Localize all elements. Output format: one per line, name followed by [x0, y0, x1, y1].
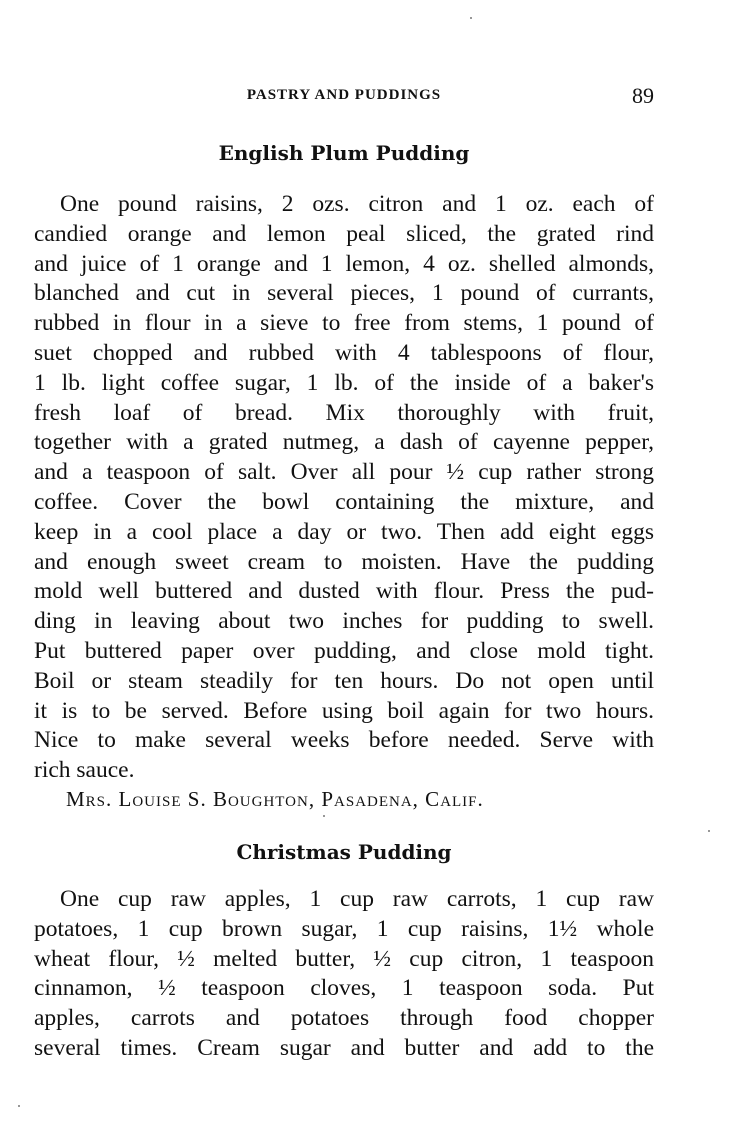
recipe-attribution: Mrs. Louise S. Boughton, Pasadena, Calif.: [66, 787, 484, 811]
body-line: ding in leaving about two inches for pudding to swell.: [34, 608, 654, 635]
body-line: potatoes, 1 cup brown sugar, 1 cup raisins, 1½ whole: [34, 915, 654, 942]
recipe-title-english-plum-pudding: English Plum Pudding: [218, 141, 470, 165]
body-line: and a teaspoon of salt. Over all pour ½ cup rather strong: [34, 459, 654, 486]
body-line: One cup raw apples, 1 cup raw carrots, 1 cup raw: [60, 886, 654, 912]
body-line: rich sauce.: [34, 757, 135, 784]
body-line: fresh loaf of bread. Mix thoroughly with fruit,: [34, 399, 654, 426]
recipe-body-christmas-pudding: [34, 885, 654, 1064]
running-title: PASTRY AND PUDDINGS: [246, 87, 442, 103]
body-line: 1 lb. light coffee sugar, 1 lb. of the inside of a baker's: [34, 369, 654, 396]
scan-speck: [708, 830, 710, 832]
body-line: suet chopped and rubbed with 4 tablespoons of flour,: [34, 339, 654, 366]
body-line: rubbed in flour in a sieve to free from stems, 1 pound of: [34, 310, 654, 337]
body-line: wheat flour, ½ melted butter, ½ cup citron, 1 teaspoon: [34, 945, 654, 972]
body-line: it is to be served. Before using boil again for two hours.: [34, 697, 654, 724]
body-line: and juice of 1 orange and 1 lemon, 4 oz. shelled almonds,: [34, 250, 654, 277]
body-line: mold well buttered and dusted with flour. Press the pud-: [34, 578, 654, 605]
scan-speck: [18, 1105, 20, 1107]
body-line: apples, carrots and potatoes through food chopper: [34, 1005, 654, 1032]
body-line: together with a grated nutmeg, a dash of cayenne pepper,: [34, 429, 654, 456]
body-line: several times. Cream sugar and butter and add to the: [34, 1034, 654, 1061]
scan-speck: [470, 17, 472, 19]
body-line: cinnamon, ½ teaspoon cloves, 1 teaspoon soda. Put: [34, 975, 654, 1002]
page-number: 89: [632, 83, 654, 108]
body-line: blanched and cut in several pieces, 1 pound of currants,: [34, 280, 654, 307]
scan-speck: [323, 815, 325, 817]
body-line: One pound raisins, 2 ozs. citron and 1 oz. each of: [60, 191, 654, 217]
body-line: coffee. Cover the bowl containing the mixture, and: [34, 488, 654, 515]
recipe-body-english-plum-pudding: [34, 190, 654, 786]
running-head: [34, 83, 654, 108]
body-line: keep in a cool place a day or two. Then add eight eggs: [34, 518, 654, 545]
recipe-title-christmas-pudding: Christmas Pudding: [236, 840, 452, 864]
body-line: Put buttered paper over pudding, and close mold tight.: [34, 637, 654, 664]
body-line: and enough sweet cream to moisten. Have the pudding: [34, 548, 654, 575]
body-line: Nice to make several weeks before needed. Serve with: [34, 727, 654, 754]
body-line: Boil or steam steadily for ten hours. Do not open until: [34, 667, 654, 694]
body-line: candied orange and lemon peal sliced, the grated rind: [34, 220, 654, 247]
